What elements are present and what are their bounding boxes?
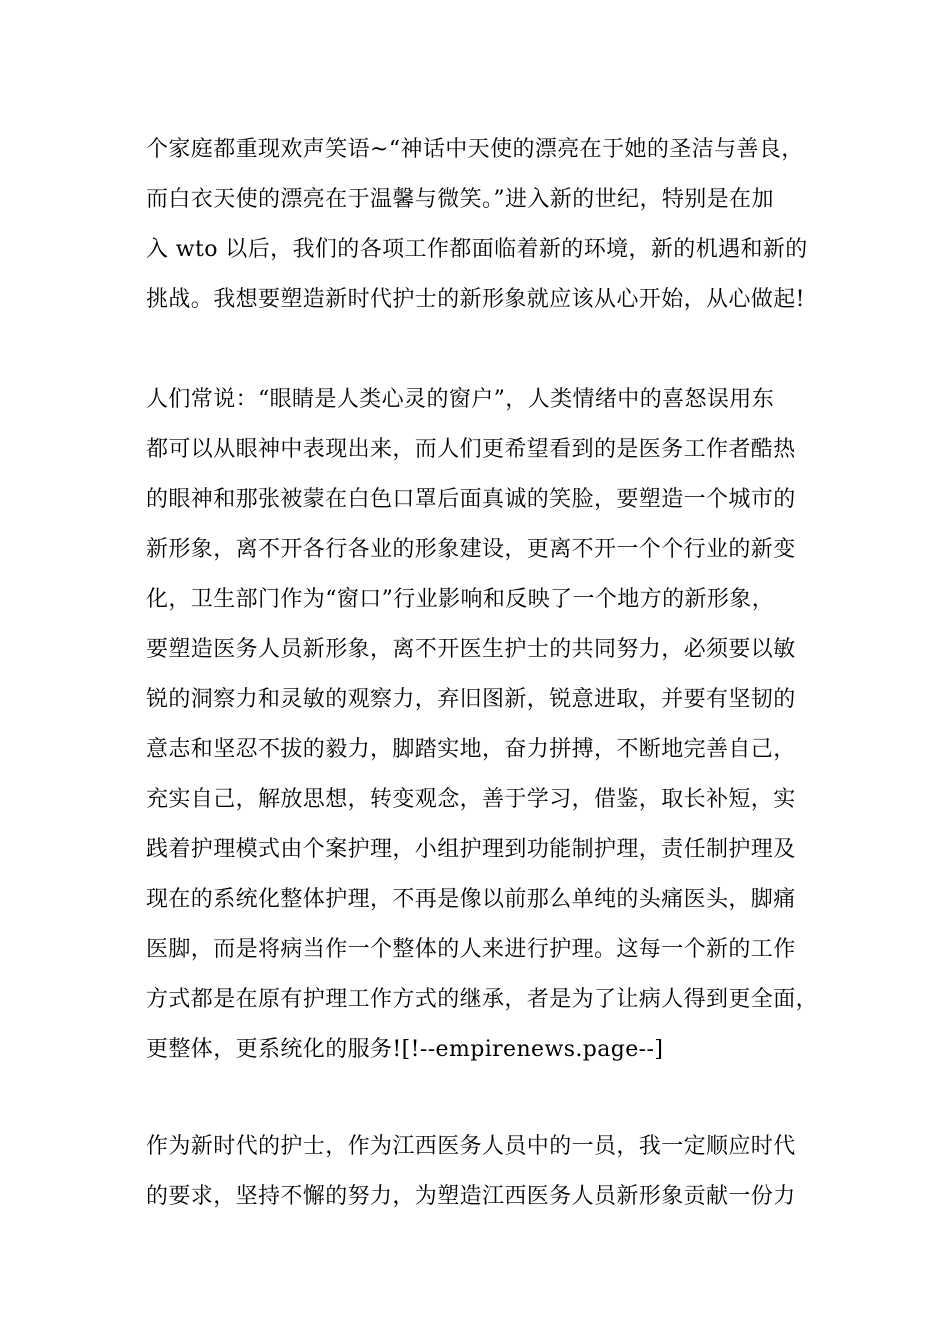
paragraph-2 bbox=[146, 375, 826, 1075]
paragraph-line: 人们常说：“眼睛是人类心灵的窗户”，人类情绪中的喜怒误用东 bbox=[146, 387, 775, 412]
paragraph-line: 个家庭都重现欢声笑语~“神话中天使的漂亮在于她的圣洁与善良， bbox=[146, 137, 804, 162]
paragraph-line: 意志和坚忍不拔的毅力，脚踏实地，奋力拼搏，不断地完善自己， bbox=[146, 737, 796, 762]
paragraph-line: 入 wto 以后，我们的各项工作都面临着新的环境，新的机遇和新的 bbox=[146, 237, 808, 262]
paragraph-line: 都可以从眼神中表现出来，而人们更希望看到的是医务工作者酷热 bbox=[146, 437, 796, 462]
paragraph-line: 新形象，离不开各行各业的形象建设，更离不开一个个行业的新变 bbox=[146, 537, 796, 562]
paragraph-3 bbox=[146, 1122, 826, 1222]
paragraph-line: 要塑造医务人员新形象，离不开医生护士的共同努力，必须要以敏 bbox=[146, 637, 796, 662]
paragraph-line: 的要求，坚持不懈的努力，为塑造江西医务人员新形象贡献一份力 bbox=[146, 1184, 796, 1209]
paragraph-line: 作为新时代的护士，作为江西医务人员中的一员，我一定顺应时代 bbox=[146, 1134, 796, 1159]
paragraph-line: 充实自己，解放思想，转变观念，善于学习，借鉴，取长补短，实 bbox=[146, 787, 796, 812]
paragraph-line: 挑战。我想要塑造新时代护士的新形象就应该从心开始，从心做起! bbox=[146, 287, 805, 312]
paragraph-line: 锐的洞察力和灵敏的观察力，弃旧图新，锐意进取，并要有坚韧的 bbox=[146, 687, 796, 712]
paragraph-line: 更整体，更系统化的服务![!--empirenews.page--] bbox=[146, 1037, 664, 1062]
paragraph-line: 而白衣天使的漂亮在于温馨与微笑。”进入新的世纪，特别是在加 bbox=[146, 187, 774, 212]
paragraph-line: 化，卫生部门作为“窗口”行业影响和反映了一个地方的新形象， bbox=[146, 587, 775, 612]
paragraph-1 bbox=[146, 125, 826, 325]
paragraph-line: 践着护理模式由个案护理，小组护理到功能制护理，责任制护理及 bbox=[146, 837, 796, 862]
paragraph-line: 的眼神和那张被蒙在白色口罩后面真诚的笑脸，要塑造一个城市的 bbox=[146, 487, 796, 512]
paragraph-line: 方式都是在原有护理工作方式的继承，者是为了让病人得到更全面， bbox=[146, 987, 819, 1012]
paragraph-line: 医脚，而是将病当作一个整体的人来进行护理。这每一个新的工作 bbox=[146, 937, 796, 962]
paragraph-line: 现在的系统化整体护理，不再是像以前那么单纯的头痛医头，脚痛 bbox=[146, 887, 796, 912]
